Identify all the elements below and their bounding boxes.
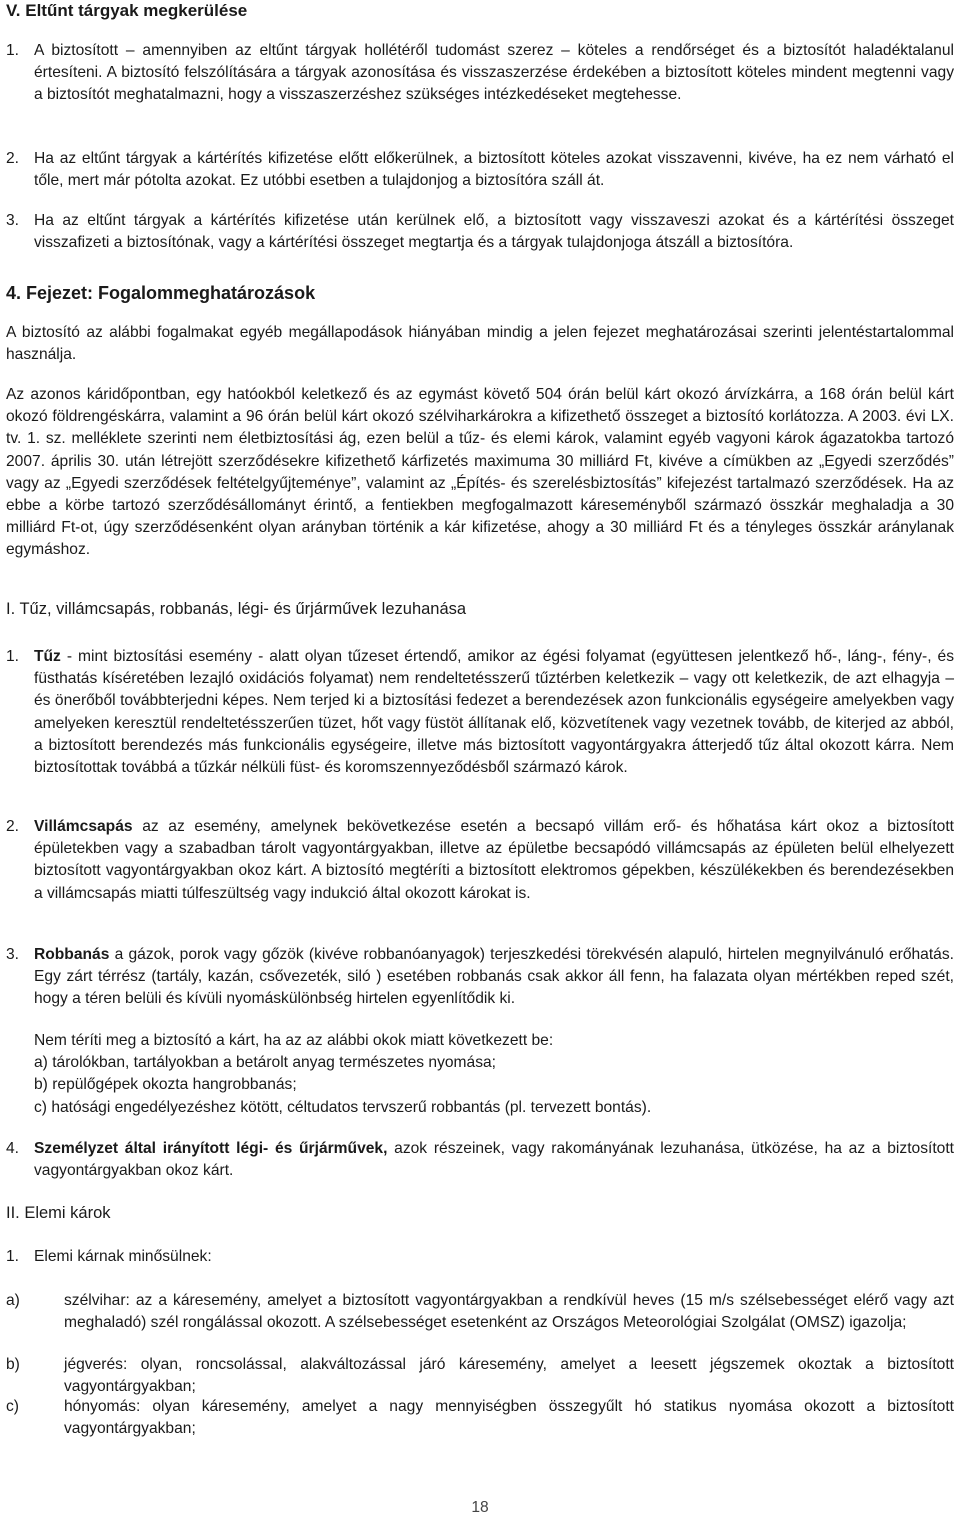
section-i-item-1 bbox=[6, 646, 954, 779]
item-body: az az esemény, amelynek bekövetkezése esetén a becsapó villám erő- és hőhatása kárt okoz a biztosított épületekben vagy a szabadban tárolt vagyontárgyakban, illetve az épületbe becsapódó villámcsapás az épületen belül elhelyezett biztosított vagyontárgyakban okoz kárt. A biztosító megtéríti a biztosított elektromos gépekben, készülékekben és berendezésekben a villámcsapás miatti túlfeszültség vagy indukció által okozott károkat is. bbox=[34, 818, 954, 902]
item-text: Elemi kárnak minősülnek: bbox=[34, 1248, 212, 1265]
chapter-4-paragraph: Az azonos káridőpontban, egy hatóokból keletkező és az egymást követő 504 órán belül kárt okozó árvízkárra, a 168 órán belül kárt okozó földrengéskárra, valamint a 96 órán belül kárt okozó szélviharkárokra a kifizethető összeget a biztosító korlátozza. A 2003. évi LX. tv. 1. sz. melléklete szerinti nem életbiztosítási ág, ezen belül a tűz- és elemi károk, valamint egyéb vagyoni károk ágazatokba tartozó 2007. április 30. után létrejött szerződésekre kifizethető kárfizetés maximuma 30 milliárd Ft, kivéve a címükben az „Egyedi szerződés” vagy az „Egyedi szerződések feltételgyűjteménye”, valamint az „Építés- és szerelésbiztosítás” kifejezést tartalmazó szerződések. Ha az ebbe a körbe tartozó szerződésállományt érintő, a fentiekben megfogalmazott káreseményből származó összkár meghaladja a 30 milliárd Ft-ot, úgy szerződésenként olyan arányban történik a kár kifizetése, ahogy a 30 milliárd Ft és a tényleges összkár aránylanak egymáshoz. bbox=[6, 386, 954, 559]
item-body: a gázok, porok vagy gőzök (kivéve robbanóanyagok) terjeszkedési törekvésén alapuló, hirtelen megnyilvánuló erőhatás. Egy zárt térrész (tartály, kazán, csővezeték, siló ) esetében robbanás csak akkor áll fenn, ha falazata olyan mértékben reped szét, hogy a téren belüli és kívüli nyomáskülönbség hirtelen egyenlítődik ki. bbox=[34, 946, 954, 1008]
section-ii-item-1 bbox=[6, 1246, 954, 1268]
item-term: Személyzet által irányított légi- és űrjárművek, bbox=[34, 1140, 388, 1157]
item-text bbox=[34, 816, 954, 905]
section-i-item-3 bbox=[6, 944, 954, 1011]
paragraph-text: A biztosított – amennyiben az eltűnt tárgyak hollétéről tudomást szerez – köteles a rendőrséget és a biztosítót haladéktalanul értesíteni. A biztosító felszólítására a tárgyak azonosítása és visszaszerzése érdekében a biztosított köteles mindent megtenni vagy a biztosítót meghatalmazni, hogy a visszaszerzéshez szükséges intézkedéseket megtehesse. bbox=[34, 42, 954, 104]
chapter-4-title: 4. Fejezet: Fogalommeghatározások bbox=[6, 283, 316, 303]
item-number: 1. bbox=[6, 648, 20, 665]
exclusion-item-a: a) tárolókban, tartályokban a betárolt anyag természetes nyomása; bbox=[34, 1054, 497, 1072]
exclusion-item-c: c) hatósági engedélyezéshez kötött, céltudatos tervszerű robbantás (pl. tervezett bontás). bbox=[34, 1098, 652, 1116]
exclusion-item-b: b) repülőgépek okozta hangrobbanás; bbox=[34, 1076, 297, 1094]
item-letter: b) bbox=[6, 1356, 20, 1373]
section-v-paragraph-2 bbox=[6, 148, 954, 192]
chapter-4-intro: A biztosító az alábbi fogalmakat egyéb megállapodások hiányában mindig a jelen fejezet meghatározásai szerinti jelentéstartalommal használja. bbox=[6, 324, 954, 364]
section-ii-title: II. Elemi károk bbox=[6, 1204, 111, 1222]
item-body: azok részeinek, vagy rakományának lezuhanása, ütközése, ha az a biztosított vagyontárgyakban okoz kárt. bbox=[34, 1140, 954, 1180]
exclusion-list bbox=[34, 1030, 954, 1119]
item-number: 2. bbox=[6, 818, 20, 835]
item-text: hónyomás: olyan káresemény, amelyet a nagy mennyiségben összegyűlt hó statikus nyomása okozott a biztosított vagyontárgyakban; bbox=[64, 1398, 954, 1438]
item-text bbox=[34, 944, 954, 1011]
paragraph-number: 3. bbox=[6, 212, 20, 229]
section-i-item-4 bbox=[6, 1138, 954, 1182]
item-text: jégverés: olyan, roncsolással, alakváltozással járó káresemény, amelyet a leesett jégszemek okoztak a biztosított vagyontárgyakban; bbox=[64, 1356, 954, 1396]
item-number: 3. bbox=[6, 946, 20, 963]
elemi-item-a bbox=[6, 1290, 954, 1334]
section-v-paragraph-1 bbox=[6, 40, 954, 107]
paragraph-text: Ha az eltűnt tárgyak a kártérítés kifizetése után kerülnek elő, a biztosított vagy visszaveszi azokat és a kártérítési összeget visszafizeti a biztosítónak, vagy a kártérítési összeget megtartja és a tárgyak tulajdonjoga átszáll a biztosítóra. bbox=[34, 212, 954, 252]
item-body: - mint biztosítási esemény - alatt olyan tűzeset értendő, amikor az égési folyamat (együttesen jelentkező hő-, láng-, fény-, és füsthatás kíséretében lezajló oxidációs folyamat) nem rendeltetésszerű tűztérben keletkezik – vagy ott keletkezik, de azt elhagyja – és önerőből továbbterjedni képes. Nem terjed ki a biztosítási fedezet a berendezések azon funkcionális egységeire amelyekben vagy amelyeken keresztül rendeltetésszerűen tüzet, hőt vagy füstöt állítanak elő, közvetítenek vagy vezetnek tovább, de kiterjed az abból, a biztosított berendezés más funkcionális egységeire, illetve más biztosított vagyontárgyakra átterjedő tűz által okozott kárra. Nem biztosítottak továbbá a tűzkár nélküli füst- és koromszennyeződésből származó károk. bbox=[34, 648, 954, 777]
paragraph-text: Ha az eltűnt tárgyak a kártérítés kifizetése előtt előkerülnek, a biztosított köteles azokat visszavenni, kivéve, ha ez nem várható el tőle, mert már pótolta azokat. Ez utóbbi esetben a tulajdonjog a biztosítóra száll át. bbox=[34, 150, 954, 190]
exclusion-intro: Nem téríti meg a biztosító a kárt, ha az az alábbi okok miatt következett be: bbox=[34, 1032, 554, 1049]
elemi-item-b bbox=[6, 1354, 954, 1398]
item-term: Villámcsapás bbox=[34, 818, 133, 835]
item-letter: a) bbox=[6, 1292, 20, 1309]
item-term: Robbanás bbox=[34, 946, 110, 963]
item-letter: c) bbox=[6, 1398, 19, 1415]
item-term: Tűz bbox=[34, 648, 61, 665]
paragraph-number: 2. bbox=[6, 150, 20, 167]
section-i-title: I. Tűz, villámcsapás, robbanás, légi- és űrjárművek lezuhanása bbox=[6, 600, 467, 618]
item-text: szélvihar: az a káresemény, amelyet a biztosított vagyontárgyakban a rendkívül heves (15 m/s szélsebességet elérő vagy azt meghaladó) szél rongálással okozott. A szélsebességet esetenként az Országos Meteorológiai Szolgálat (OMSZ) igazolja; bbox=[64, 1292, 954, 1332]
elemi-item-c bbox=[6, 1396, 954, 1440]
section-v-paragraph-3 bbox=[6, 210, 954, 254]
item-text bbox=[34, 1138, 954, 1182]
section-i-item-2 bbox=[6, 816, 954, 905]
page-number: 18 bbox=[471, 1499, 489, 1516]
item-number: 4. bbox=[6, 1140, 20, 1157]
item-number: 1. bbox=[6, 1248, 20, 1265]
item-text bbox=[34, 646, 954, 779]
section-v-title: V. Eltűnt tárgyak megkerülése bbox=[6, 1, 248, 20]
paragraph-number: 1. bbox=[6, 42, 20, 59]
